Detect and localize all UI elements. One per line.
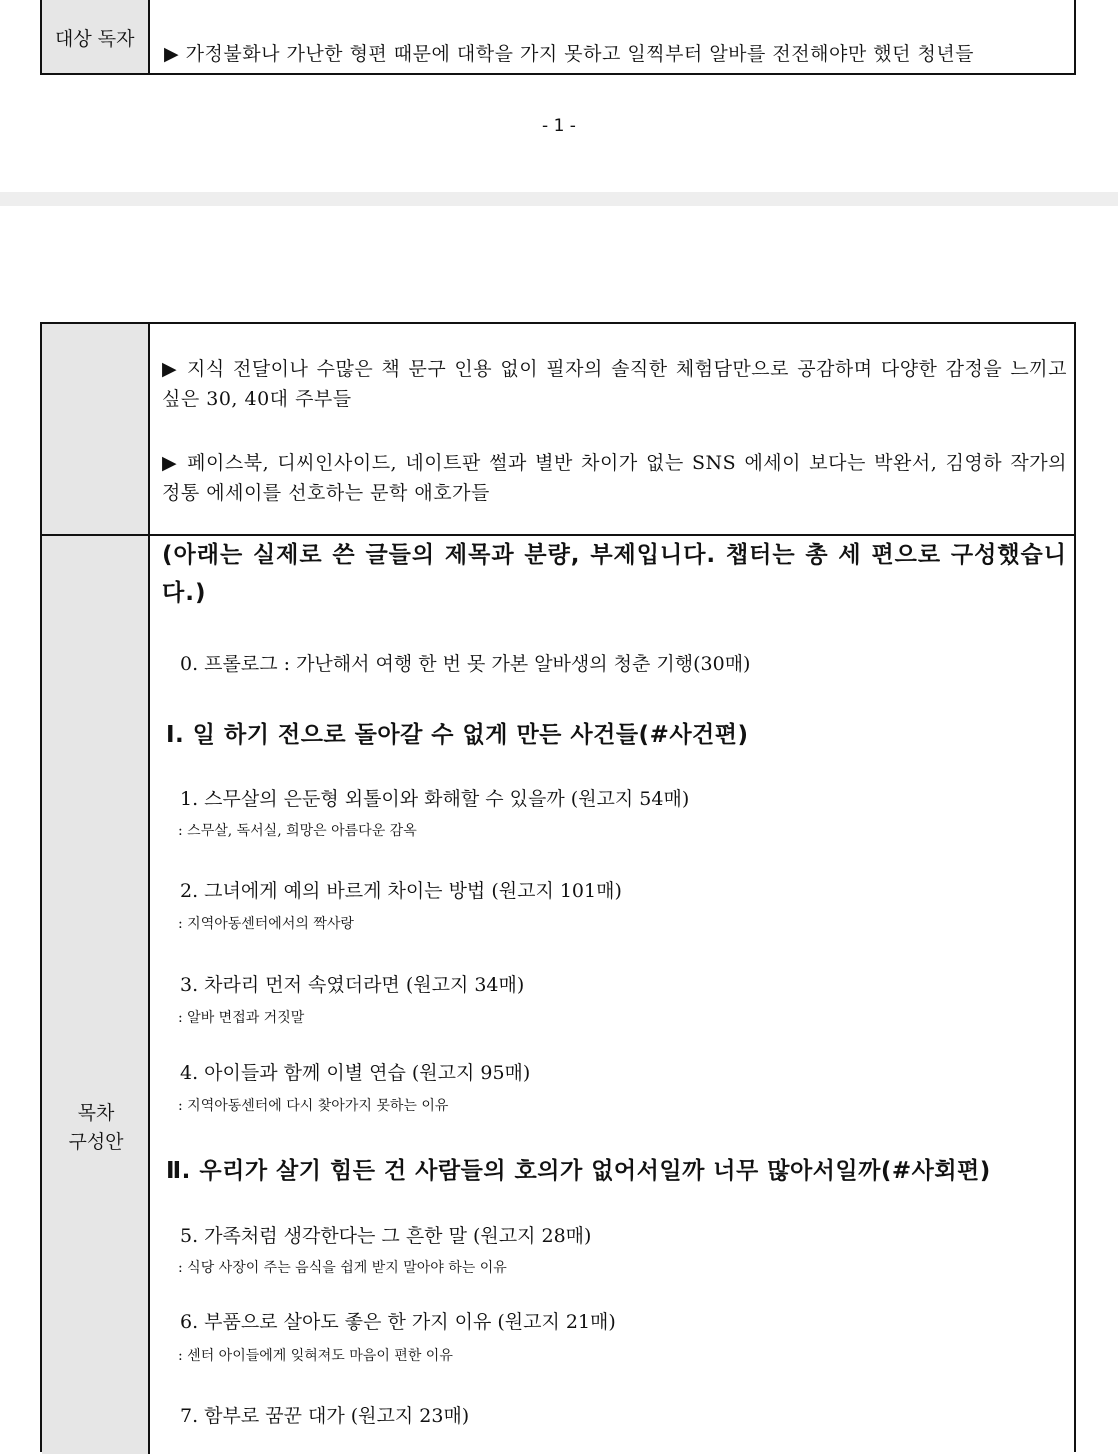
toc-label [42,1099,150,1157]
page-1-bottom [0,0,1118,192]
toc-item-1: 1. 스무살의 은둔형 외톨이와 화해할 수 있을까 (원고지 54매) [180,788,690,810]
proposal-table [40,322,1076,1452]
toc-item-3-sub: : 알바 면접과 거짓말 [178,1010,305,1026]
page-gap [0,192,1118,206]
toc-item-6-sub: : 센터 아이들에게 잊혀져도 마음이 편한 이유 [178,1348,453,1364]
page-number: - 1 - [542,116,576,136]
toc-label-line-1: 목차 [77,1102,115,1124]
target-reader-table [40,0,1076,75]
toc-item-5: 5. 가족처럼 생각한다는 그 흔한 말 (원고지 28매) [180,1225,592,1247]
label-column [42,324,150,1454]
toc-item-2-sub: : 지역아동센터에서의 짝사랑 [178,916,354,932]
reader-item-1: ▶ 지식 전달이나 수많은 책 문구 인용 없이 필자의 솔직한 체험담만으로 공감하며 다양한 감정을 느끼고 싶은 30, 40대 주부들 [162,358,1067,410]
toc-item-3: 3. 차라리 먼저 속였더라면 (원고지 34매) [180,974,525,996]
part-2-heading: Ⅱ. 우리가 살기 힘든 건 사람들의 호의가 없어서일까 너무 많아서일까(#사회편) [166,1158,991,1184]
toc-item-6: 6. 부품으로 살아도 좋은 한 가지 이유 (원고지 21매) [180,1311,616,1333]
toc-item-2: 2. 그녀에게 예의 바르게 차이는 방법 (원고지 101매) [180,880,622,902]
toc-item-7: 7. 함부로 꿈꾼 대가 (원고지 23매) [180,1405,470,1427]
toc-item-5-sub: : 식당 사장이 주는 음식을 쉽게 받지 말아야 하는 이유 [178,1260,507,1276]
toc-item-1-sub: : 스무살, 독서실, 희망은 아름다운 감옥 [178,823,417,839]
toc-item-4-sub: : 지역아동센터에 다시 찾아가지 못하는 이유 [178,1098,449,1114]
toc-intro: (아래는 실제로 쓴 글들의 제목과 분량, 부제입니다. 챕터는 총 세 편으로 구성했습니다.) [162,542,1067,606]
target-reader-label-cell [42,0,150,73]
target-reader-text: ▶ 가정불화나 가난한 형편 때문에 대학을 가지 못하고 일찍부터 알바를 전전해야만 했던 청년들 [164,43,975,65]
reader-item-2: ▶ 페이스북, 디씨인사이드, 네이트판 썰과 별반 차이가 없는 SNS 에세이 보다는 박완서, 김영하 작가의 정통 에세이를 선호하는 문학 애호가들 [162,452,1067,504]
prologue: 0. 프롤로그 : 가난해서 여행 한 번 못 가본 알바생의 청춘 기행(30매) [180,653,751,675]
target-reader-label: 대상 독자 [55,28,135,50]
toc-label-line-2: 구성안 [68,1131,124,1153]
toc-item-4: 4. 아이들과 함께 이별 연습 (원고지 95매) [180,1062,531,1084]
page-2 [0,206,1118,1440]
part-1-heading: Ⅰ. 일 하기 전으로 돌아갈 수 없게 만든 사건들(#사건편) [166,722,749,748]
